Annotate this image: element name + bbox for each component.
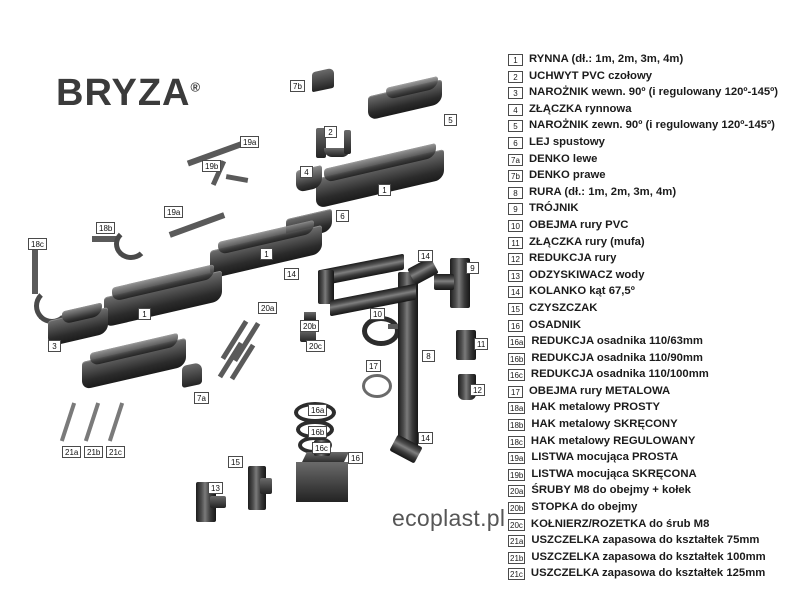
- legend-item-label: HAK metalowy REGULOWANY: [530, 434, 696, 447]
- legend-item-label: NAROŻNIK wewn. 90º (i regulowany 120º-145º): [529, 86, 779, 99]
- legend-item: [508, 334, 800, 351]
- callout-17: 17: [366, 360, 381, 372]
- legend-item-number: 16a: [510, 338, 524, 348]
- legend-item: [508, 118, 800, 135]
- legend-item-label: ŚRUBY M8 do obejmy + kołek: [531, 484, 691, 497]
- callout-6: 6: [336, 210, 349, 222]
- legend-item: [508, 85, 800, 102]
- legend-item-number: 20b: [510, 504, 524, 514]
- legend-item: [508, 566, 800, 583]
- legend-item: [508, 367, 800, 384]
- callout-7a: 7a: [194, 392, 209, 404]
- legend-item: [508, 152, 800, 169]
- legend-item: [508, 251, 800, 268]
- legend-item-label: LISTWA mocująca PROSTA: [531, 451, 679, 464]
- callout-15: 15: [228, 456, 243, 468]
- callout-19a-mid: 19a: [164, 206, 183, 218]
- legend-item-label: REDUKCJA osadnika 110/100mm: [530, 368, 709, 381]
- callout-16a: 16a: [308, 404, 327, 416]
- callout-8: 8: [422, 350, 435, 362]
- callout-1-mid: 1: [260, 248, 273, 260]
- legend-item-label: USZCZELKA zapasowa do kształtek 75mm: [531, 534, 760, 547]
- legend-item: [508, 168, 800, 185]
- callout-16: 16: [348, 452, 363, 464]
- legend-item: [508, 500, 800, 517]
- callout-21a: 21a: [62, 446, 81, 458]
- legend-item-number: 10: [508, 220, 523, 232]
- callout-2: 2: [324, 126, 337, 138]
- legend-item-number: 16: [508, 320, 523, 332]
- legend-item-label: DENKO lewe: [529, 152, 598, 165]
- legend-item: [508, 102, 800, 119]
- callout-20a: 20a: [258, 302, 277, 314]
- brand-logo: [56, 72, 201, 115]
- legend-item: [508, 268, 800, 285]
- legend-item-label: USZCZELKA zapasowa do kształtek 100mm: [531, 550, 766, 563]
- legend-item-number: 21c: [510, 570, 523, 580]
- legend-item-number: 18a: [510, 404, 524, 414]
- callout-14-top: 14: [418, 250, 433, 262]
- legend-item-label: LEJ spustowy: [529, 135, 605, 148]
- legend-item-number: 11: [508, 237, 523, 249]
- legend-item-number: 1: [508, 54, 523, 66]
- callout-18c: 18c: [28, 238, 47, 250]
- legend-item: [508, 218, 800, 235]
- legend-item: [508, 284, 800, 301]
- legend-item-number: 16c: [510, 371, 523, 381]
- legend-item: [508, 69, 800, 86]
- callout-14-mid: 14: [284, 268, 299, 280]
- callout-4: 4: [300, 166, 313, 178]
- legend-item-number: 8: [508, 187, 523, 199]
- brand-registered-mark: ®: [190, 79, 202, 95]
- legend-item-label: OSADNIK: [529, 318, 582, 331]
- legend-item-label: USZCZELKA zapasowa do kształtek 125mm: [530, 567, 766, 580]
- legend-item-number: 20a: [510, 487, 524, 497]
- legend-item-number: 7b: [508, 170, 523, 182]
- legend-item-number: 3: [508, 87, 523, 99]
- callout-21c: 21c: [106, 446, 125, 458]
- legend-item: [508, 201, 800, 218]
- callout-16b: 16b: [308, 426, 327, 438]
- legend-item: [508, 434, 800, 451]
- legend-item-number: 17: [508, 386, 523, 398]
- legend-item-label: CZYSZCZAK: [529, 301, 598, 314]
- legend-item-number: 21a: [510, 537, 524, 547]
- callout-14-bottom: 14: [418, 432, 433, 444]
- callout-18b: 18b: [96, 222, 115, 234]
- callout-11: 11: [474, 338, 488, 350]
- legend-item: [508, 400, 800, 417]
- legend-item: [508, 301, 800, 318]
- legend-item-number: 2: [508, 71, 523, 83]
- legend-item: [508, 450, 800, 467]
- callout-13: 13: [208, 482, 223, 494]
- legend-item-label: KOŁNIERZ/ROZETKA do śrub M8: [530, 517, 710, 530]
- callout-16c: 16c: [312, 442, 331, 454]
- legend-item: [508, 235, 800, 252]
- legend-item: [508, 351, 800, 368]
- legend-item-number: 6: [508, 137, 523, 149]
- callout-10: 10: [370, 308, 385, 320]
- website-label: ecoplast.pl: [392, 505, 506, 531]
- legend-item-label: STOPKA do obejmy: [531, 501, 638, 514]
- brand-name: BRYZA: [56, 72, 191, 114]
- callout-20c: 20c: [306, 340, 325, 352]
- legend-item-label: NAROŻNIK zewn. 90º (i regulowany 120º-145º): [529, 119, 775, 132]
- legend-item-number: 13: [508, 270, 523, 282]
- legend-item: [508, 52, 800, 69]
- legend-item-number: 16b: [510, 354, 524, 364]
- legend-item-label: KOLANKO kąt 67,5º: [529, 285, 635, 298]
- callout-19b: 19b: [202, 160, 221, 172]
- callout-21b: 21b: [84, 446, 103, 458]
- legend-item-number: 15: [508, 303, 523, 315]
- legend-item: [508, 318, 800, 335]
- legend-item-number: 9: [508, 203, 523, 215]
- legend-item-label: REDUKCJA rury: [529, 252, 617, 265]
- legend-item: [508, 417, 800, 434]
- legend-item-number: 4: [508, 104, 523, 116]
- legend-item: [508, 517, 800, 534]
- callout-19a-top: 19a: [240, 136, 259, 148]
- legend-item-label: RURA (dł.: 1m, 2m, 3m, 4m): [529, 185, 677, 198]
- legend-item: [508, 533, 800, 550]
- legend-item: [508, 135, 800, 152]
- legend-item-label: LISTWA mocująca SKRĘCONA: [531, 467, 697, 480]
- callout-1-top: 1: [378, 184, 391, 196]
- legend-item: [508, 467, 800, 484]
- legend-item-number: 18c: [510, 437, 523, 447]
- legend-item-label: ZŁĄCZKA rury (mufa): [529, 235, 645, 248]
- callout-20b: 20b: [300, 320, 319, 332]
- legend-item-label: HAK metalowy SKRĘCONY: [531, 418, 678, 431]
- legend-item-label: REDUKCJA osadnika 110/63mm: [531, 335, 703, 348]
- callout-1-left: 1: [138, 308, 151, 320]
- legend-item: [508, 384, 800, 401]
- legend-item-label: HAK metalowy PROSTY: [531, 401, 661, 414]
- legend-item-label: ODZYSKIWACZ wody: [529, 268, 645, 281]
- legend-list: [508, 52, 800, 583]
- legend-item-number: 14: [508, 286, 523, 298]
- legend-item-label: OBEJMA rury PVC: [529, 218, 629, 231]
- legend-item-label: OBEJMA rury METALOWA: [529, 384, 671, 397]
- legend-item-number: 19a: [510, 454, 524, 464]
- legend-item: [508, 483, 800, 500]
- callout-7b: 7b: [290, 80, 305, 92]
- legend-item-number: 12: [508, 253, 523, 265]
- legend-item-label: RYNNA (dł.: 1m, 2m, 3m, 4m): [529, 53, 684, 65]
- legend-item-number: 19b: [510, 470, 524, 480]
- legend-item-number: 20c: [510, 520, 523, 530]
- legend-item-label: DENKO prawe: [529, 169, 606, 182]
- legend-item-label: TRÓJNIK: [529, 202, 579, 215]
- callout-5: 5: [444, 114, 457, 126]
- callout-12: 12: [470, 384, 485, 396]
- legend-item-label: REDUKCJA osadnika 110/90mm: [531, 351, 703, 364]
- callout-9: 9: [466, 262, 479, 274]
- legend-item-number: 21b: [510, 553, 524, 563]
- legend-item: [508, 550, 800, 567]
- legend-item: [508, 185, 800, 202]
- legend-item-number: 18b: [510, 421, 524, 431]
- legend-item-label: ZŁĄCZKA rynnowa: [529, 102, 632, 115]
- callout-3: 3: [48, 340, 61, 352]
- legend-item-number: 7a: [508, 154, 523, 166]
- legend-item-label: UCHWYT PVC czołowy: [529, 69, 653, 82]
- legend-item-number: 5: [508, 120, 523, 132]
